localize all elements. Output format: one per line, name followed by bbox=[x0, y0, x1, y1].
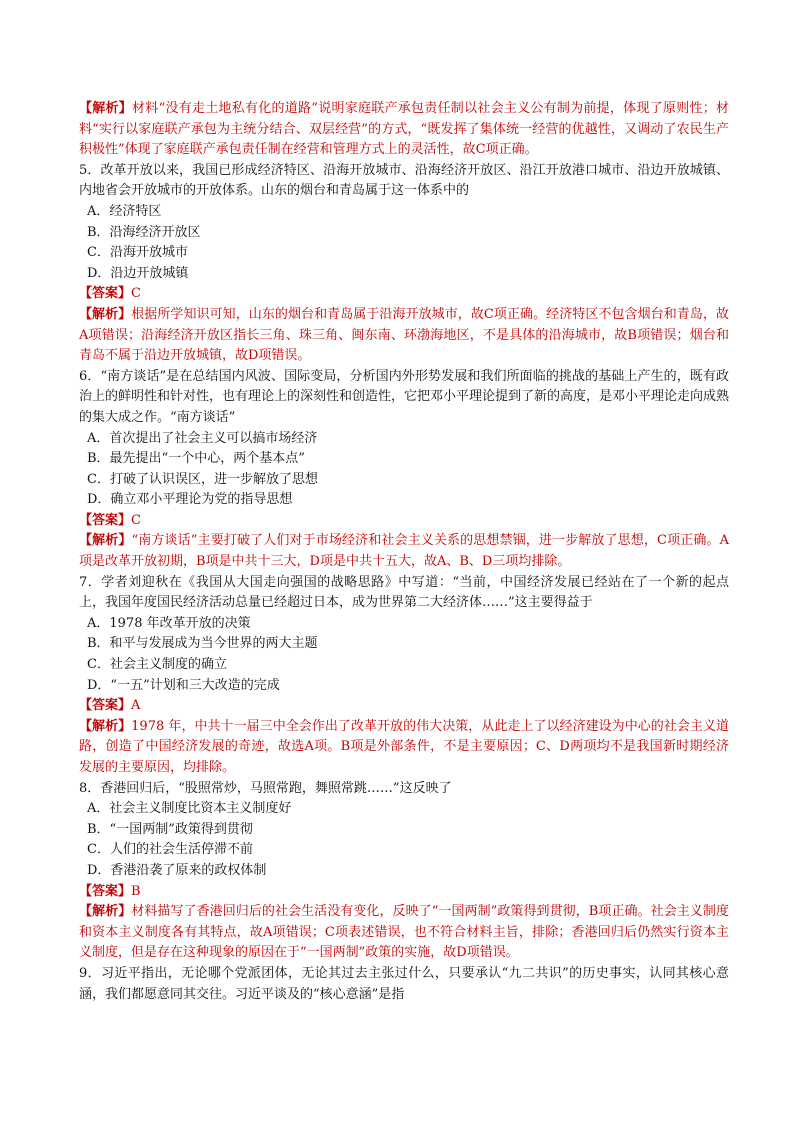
answer-option: C．打破了认识误区，进一步解放了思想 bbox=[87, 471, 318, 487]
document-page bbox=[79, 99, 729, 1005]
analysis-paragraph bbox=[79, 99, 729, 161]
analysis-paragraph bbox=[79, 305, 729, 367]
answer-option: D．确立邓小平理论为党的指导思想 bbox=[87, 492, 293, 508]
analysis-text: “南方谈话”主要打破了人们对于市场经济和社会主义关系的思想禁锢，进一步解放了思想，C项正确。A项是改革开放初期，B项是中共十三大，D项是中共十五大，故A、B、D三项均排除。 bbox=[79, 533, 729, 570]
answer-label: 【答案】 bbox=[79, 512, 132, 528]
analysis-text: 材料“没有走土地私有化的道路”说明家庭联产承包责任制以社会主义公有制为前提，体现了原则性；材料“实行以家庭联产承包为主统分结合、双层经营”的方式，“既发挥了集体统一经营的优越性，又调动了农民生产积极性”体现了家庭联产承包责任制在经营和管理方式上的灵活性，故C项正确。 bbox=[79, 101, 729, 158]
analysis-label: 【解析】 bbox=[79, 718, 132, 734]
answer-option: B．和平与发展成为当今世界的两大主题 bbox=[87, 636, 318, 652]
answer-label: 【答案】 bbox=[79, 286, 132, 302]
analysis-label: 【解析】 bbox=[79, 904, 132, 920]
analysis-text: 1978 年，中共十一届三中全会作出了改革开放的伟大决策，从此走上了以经济建设为中心的社会主义道路，创造了中国经济发展的奇迹，故选A项。B项是外部条件，不是主要原因；C、D两项均不是我国新时期经济发展的主要原因，均排除。 bbox=[79, 718, 729, 775]
answer-option: D．香港沿袭了原来的政权体制 bbox=[87, 862, 267, 878]
answer-option: B．沿海经济开放区 bbox=[87, 224, 201, 240]
question-stem: 9．习近平指出，无论哪个党派团体，无论其过去主张过什么，只要承认“九二共识”的历史事实，认同其核心意涵，我们都愿意同其交往。习近平谈及的“核心意涵”是指 bbox=[79, 965, 729, 1002]
answer-option: C．沿海开放城市 bbox=[87, 245, 188, 261]
answer-option: A．首次提出了社会主义可以搞市场经济 bbox=[87, 430, 318, 446]
answer-option: B．最先提出“一个中心，两个基本点” bbox=[87, 451, 305, 467]
answer-value: C bbox=[131, 286, 141, 302]
analysis-paragraph bbox=[79, 902, 729, 964]
answer-line bbox=[79, 696, 729, 717]
answer-option: A．1978 年改革开放的决策 bbox=[87, 615, 251, 631]
analysis-label: 【解析】 bbox=[79, 533, 132, 549]
question-stem: 8．香港回归后，“股照常炒，马照常跑，舞照常跳……”这反映了 bbox=[79, 780, 452, 796]
answer-line bbox=[79, 284, 729, 305]
answer-value: A bbox=[131, 698, 141, 714]
analysis-text: 材料描写了香港回归后的社会生活没有变化，反映了“一国两制”政策得到贯彻，B项正确。社会主义制度和资本主义制度各有其特点，故A项错误；C项表述错误，也不符合材料主旨，排除；香港回归后仍然实行资本主义制度，但是存在这种现象的原因在于“一国两制”政策的实施，故D项错误。 bbox=[79, 904, 729, 961]
answer-line bbox=[79, 882, 729, 903]
analysis-paragraph bbox=[79, 531, 729, 572]
answer-value: C bbox=[131, 512, 141, 528]
answer-option: C．社会主义制度的确立 bbox=[87, 657, 227, 673]
answer-option: A．经济特区 bbox=[87, 203, 162, 219]
analysis-paragraph bbox=[79, 717, 729, 779]
question-stem: 6．“南方谈话”是在总结国内风波、国际变局，分析国内外形势发展和我们所面临的挑战的基础上产生的，既有政治上的鲜明性和针对性，也有理论上的深刻性和创造性，它把邓小平理论提到了新的高度，是邓小平理论走向成熟的集大成之作。“南方谈话” bbox=[79, 368, 730, 425]
answer-label: 【答案】 bbox=[79, 883, 132, 899]
answer-option: D．沿边开放城镇 bbox=[87, 265, 189, 281]
answer-label: 【答案】 bbox=[79, 698, 132, 714]
analysis-text: 根据所学知识可知，山东的烟台和青岛属于沿海开放城市，故C项正确。经济特区不包含烟台和青岛，故A项错误；沿海经济开放区指长三角、珠三角、闽东南、环渤海地区，不是具体的沿海城市，故B项错误；烟台和青岛不属于沿边开放城镇，故D项错误。 bbox=[79, 306, 729, 364]
analysis-label: 【解析】 bbox=[79, 101, 133, 116]
question-stem: 5．改革开放以来，我国已形成经济特区、沿海开放城市、沿海经济开放区、沿江开放港口城市、沿边开放城镇、内地省会开放城市的开放体系。山东的烟台和青岛属于这一体系中的 bbox=[79, 162, 729, 199]
answer-line bbox=[79, 511, 729, 532]
answer-value: B bbox=[131, 883, 141, 899]
answer-option: D．“一五”计划和三大改造的完成 bbox=[87, 677, 280, 693]
answer-option: B．“一国两制”政策得到贯彻 bbox=[87, 821, 253, 837]
answer-option: C．人们的社会生活停滞不前 bbox=[87, 842, 253, 858]
analysis-label: 【解析】 bbox=[79, 306, 132, 322]
question-stem: 7．学者刘迎秋在《我国从大国走向强国的战略思路》中写道：“当前，中国经济发展已经站在了一个新的起点上，我国年度国民经济活动总量已经超过日本，成为世界第二大经济体……”这主要得益于 bbox=[79, 574, 729, 611]
answer-option: A．社会主义制度比资本主义制度好 bbox=[87, 801, 292, 817]
